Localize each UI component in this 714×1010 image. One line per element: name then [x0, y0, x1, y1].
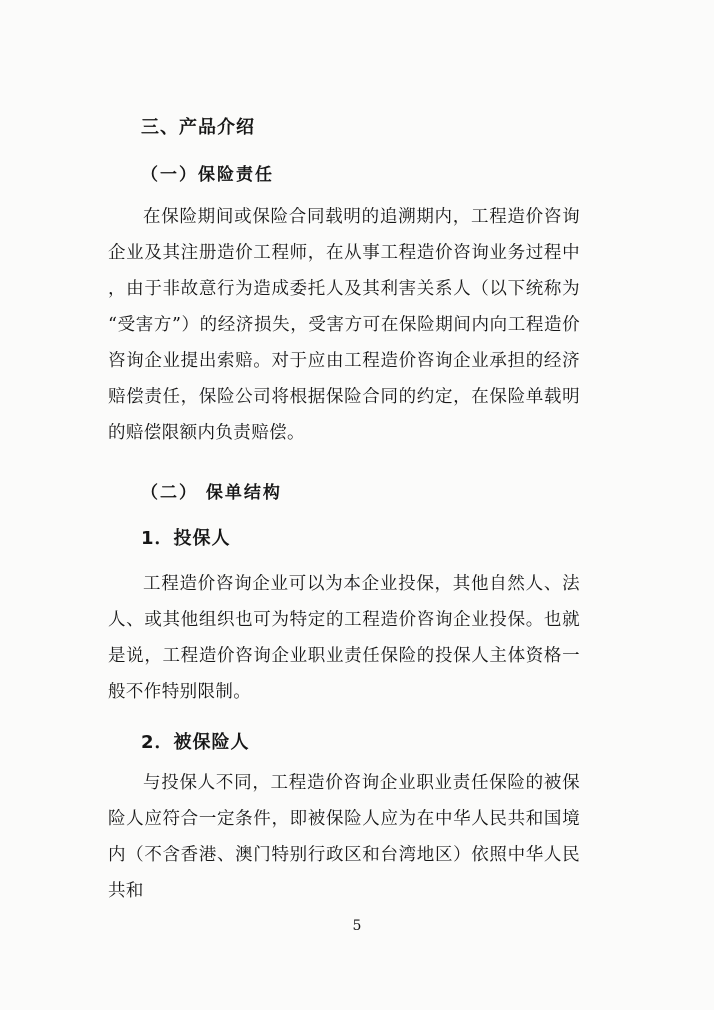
item-heading-insured: 2．被保险人 — [141, 732, 250, 753]
paragraph-policyholder: 工程造价咨询企业可以为本企业投保，其他自然人、法人、或其他组织也可为特定的工程造价咨询企业投保。也就是说，工程造价咨询企业职业责任保险的投保人主体资格一般不作特别限制。 — [108, 574, 580, 702]
section-heading: 三、产品介绍 — [141, 117, 255, 138]
paragraph-insured: 与投保人不同，工程造价咨询企业职业责任保险的被保险人应符合一定条件，即被保险人应为在中华人民共和国境内（不含香港、澳门特别行政区和台湾地区）依照中华人民共和 — [108, 773, 580, 901]
subsection-heading-liability: （一）保险责任 — [141, 165, 274, 185]
subsection-heading-policy-structure: （二） 保单结构 — [141, 483, 282, 503]
item-heading-policyholder: 1．投保人 — [141, 528, 231, 549]
page-number: 5 — [352, 918, 362, 934]
paragraph-liability: 在保险期间或保险合同载明的追溯期内，工程造价咨询企业及其注册造价工程师，在从事工程造价咨询业务过程中，由于非故意行为造成委托人及其利害关系人（以下统称为“受害方”）的经济损失，受害方可在保险期间内向工程造价咨询企业提出索赔。对于应由工程造价咨询企业承担的经济赔偿责任，保险公司将根据保险合同的约定，在保险单载明的赔偿限额内负责赔偿。 — [108, 207, 580, 443]
